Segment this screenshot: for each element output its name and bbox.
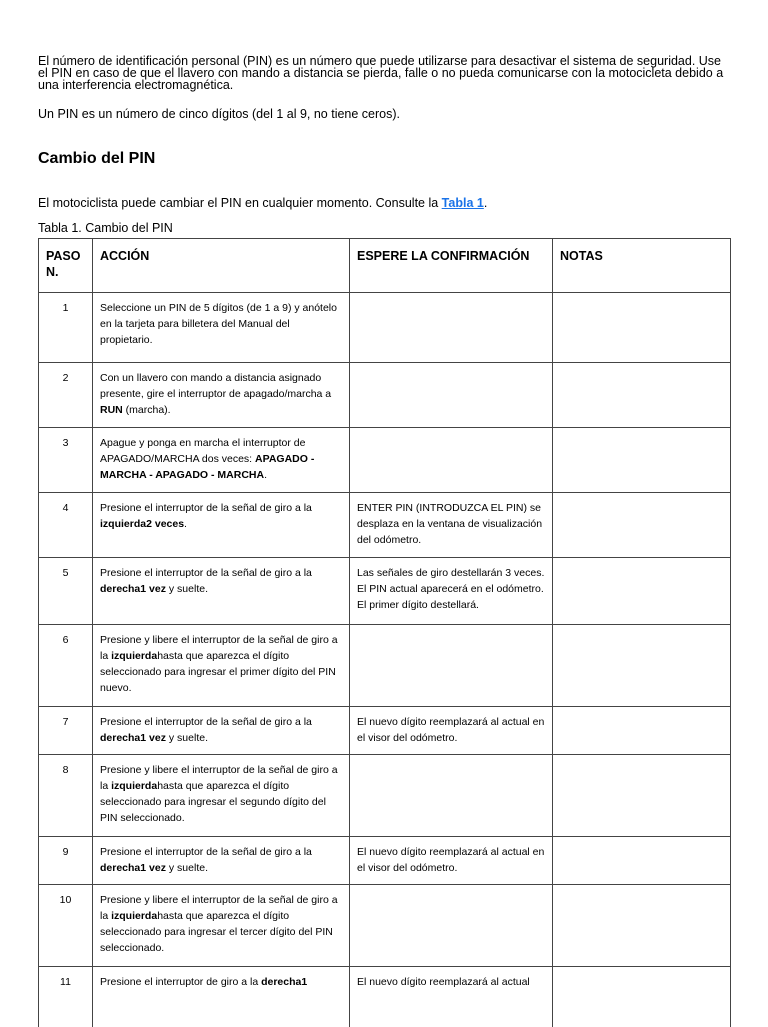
action-text: Presione y libere el interruptor de la señal de giro a la	[100, 634, 338, 662]
step-confirmation	[350, 428, 553, 493]
action-text: Presione el interruptor de la señal de giro a la	[100, 716, 312, 728]
step-number: 11	[39, 967, 93, 1027]
action-text: hasta que aparezca el dígito seleccionado para ingresar el primer dígito del PIN nuevo.	[100, 650, 336, 694]
action-bold-text: derecha1 vez	[100, 732, 166, 744]
step-confirmation: ENTER PIN (INTRODUZCA EL PIN) se desplaza en la ventana de visualización del odómetro.	[350, 493, 553, 558]
action-text: Presione y libere el interruptor de la señal de giro a la	[100, 894, 338, 922]
action-bold-text: izquierda	[111, 780, 158, 792]
step-confirmation	[350, 625, 553, 707]
table-row	[39, 967, 731, 1027]
consult-paragraph	[38, 196, 487, 210]
action-bold-text: izquierda	[111, 910, 158, 922]
step-action	[93, 967, 350, 1027]
step-confirmation	[350, 363, 553, 428]
step-action	[93, 293, 350, 363]
step-action	[93, 885, 350, 967]
step-number: 5	[39, 558, 93, 625]
step-notes	[553, 707, 731, 755]
action-text: Presione y libere el interruptor de la señal de giro a la	[100, 764, 338, 792]
action-text: Presione el interruptor de la señal de giro a la	[100, 846, 312, 858]
action-bold-text: APAGADO - MARCHA - APAGADO - MARCHA	[100, 453, 315, 481]
step-notes	[553, 493, 731, 558]
table-row	[39, 293, 731, 363]
step-confirmation: El nuevo dígito reemplazará al actual en el visor del odómetro.	[350, 707, 553, 755]
step-notes	[553, 363, 731, 428]
table-row	[39, 493, 731, 558]
table-row	[39, 428, 731, 493]
action-text: Presione el interruptor de la señal de giro a la	[100, 567, 312, 579]
action-bold-text: derecha1	[261, 976, 308, 988]
step-number: 6	[39, 625, 93, 707]
table-row	[39, 363, 731, 428]
action-text: Apague y ponga en marcha el interruptor de APAGADO/MARCHA dos veces:	[100, 437, 306, 465]
table-body	[39, 293, 731, 1027]
step-notes	[553, 625, 731, 707]
action-bold-text: derecha1 vez	[100, 862, 166, 874]
header-action: ACCIÓN	[93, 239, 350, 293]
action-text: Seleccione un PIN de 5 dígitos (de 1 a 9) y anótelo en la tarjeta para billetera del Manual del propietario.	[100, 302, 337, 346]
table-row	[39, 755, 731, 837]
step-confirmation	[350, 293, 553, 363]
consult-end: .	[483, 196, 488, 210]
action-text: y suelte.	[165, 862, 208, 874]
section-heading: Cambio del PIN	[38, 150, 156, 167]
action-bold-text: RUN	[100, 404, 123, 416]
table-header-row	[39, 239, 731, 293]
step-notes	[553, 837, 731, 885]
step-action	[93, 428, 350, 493]
action-text: Presione el interruptor de giro a la	[100, 976, 262, 988]
step-action	[93, 755, 350, 837]
step-notes	[553, 967, 731, 1027]
step-action	[93, 837, 350, 885]
step-action	[93, 493, 350, 558]
step-number: 9	[39, 837, 93, 885]
action-bold-text: derecha1 vez	[100, 583, 166, 595]
step-notes	[553, 755, 731, 837]
step-notes	[553, 428, 731, 493]
header-confirmation: ESPERE LA CONFIRMACIÓN	[350, 239, 553, 293]
action-text: hasta que aparezca el dígito seleccionado para ingresar el tercer dígito del PIN seleccionado.	[100, 910, 333, 954]
action-bold-text: izquierda2 veces	[100, 518, 185, 530]
step-confirmation	[350, 755, 553, 837]
step-action	[93, 625, 350, 707]
step-action	[93, 558, 350, 625]
step-number: 2	[39, 363, 93, 428]
step-notes	[553, 885, 731, 967]
step-confirmation: Las señales de giro destellarán 3 veces. El PIN actual aparecerá en el odómetro. El primer dígito destellará.	[350, 558, 553, 625]
action-text: .	[184, 518, 187, 530]
table-row	[39, 885, 731, 967]
step-number: 10	[39, 885, 93, 967]
header-notes: NOTAS	[553, 239, 731, 293]
action-text: y suelte.	[165, 732, 208, 744]
action-text: (marcha).	[122, 404, 171, 416]
step-action	[93, 707, 350, 755]
step-action	[93, 363, 350, 428]
step-confirmation: El nuevo dígito reemplazará al actual	[350, 967, 553, 1027]
action-text: y suelte.	[165, 583, 208, 595]
table-row	[39, 707, 731, 755]
step-number: 3	[39, 428, 93, 493]
action-text: Con un llavero con mando a distancia asignado presente, gire el interruptor de apagado/marcha a	[100, 372, 332, 400]
step-confirmation	[350, 885, 553, 967]
table-row	[39, 558, 731, 625]
consult-text: El motociclista puede cambiar el PIN en cualquier momento. Consulte la	[38, 196, 442, 210]
intro-paragraph: El número de identificación personal (PIN) es un número que puede utilizarse para desactivar el sistema de seguridad. Use el PIN en caso de que el llavero con mando a distancia se pierda, falle o no pueda comunicarse con la motocicleta debido a una interferencia electromagnética.	[38, 54, 724, 92]
step-number: 4	[39, 493, 93, 558]
table-row	[39, 625, 731, 707]
table-caption: Tabla 1. Cambio del PIN	[38, 221, 173, 235]
pin-change-table	[38, 238, 731, 1027]
step-notes	[553, 558, 731, 625]
action-text: Presione el interruptor de la señal de giro a la	[100, 502, 312, 514]
pin-description: Un PIN es un número de cinco dígitos (del 1 al 9, no tiene ceros).	[38, 107, 400, 121]
step-number: 8	[39, 755, 93, 837]
step-number: 7	[39, 707, 93, 755]
table-1-link[interactable]: Tabla 1	[441, 196, 484, 210]
step-confirmation: El nuevo dígito reemplazará al actual en el visor del odómetro.	[350, 837, 553, 885]
step-notes	[553, 293, 731, 363]
step-number: 1	[39, 293, 93, 363]
table-row	[39, 837, 731, 885]
header-step: PASO N.	[39, 239, 93, 293]
action-text: hasta que aparezca el dígito seleccionado para ingresar el segundo dígito del PIN seleccionado.	[100, 780, 326, 824]
action-bold-text: izquierda	[111, 650, 158, 662]
action-text: .	[264, 469, 268, 481]
